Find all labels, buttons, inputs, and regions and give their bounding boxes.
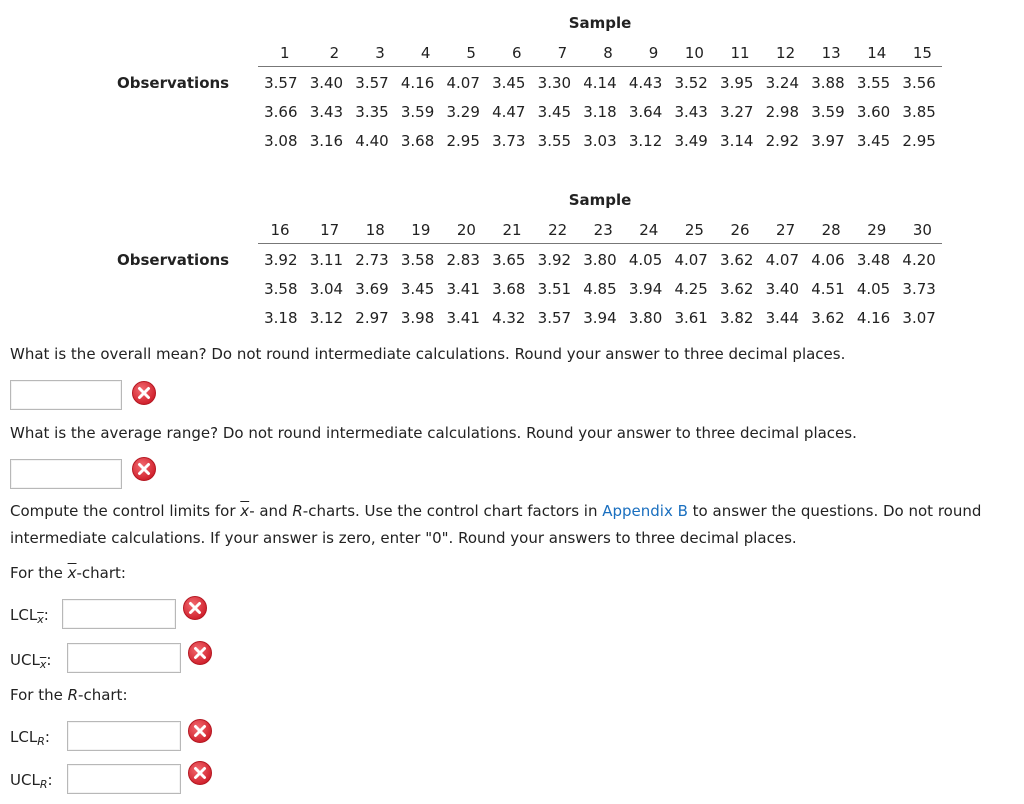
lcl-xbar-input[interactable] [62,599,176,629]
ucl-r-label: $UCL_R$: [10,771,53,791]
table1-cell: 3.55 [537,132,572,150]
lcl-r-input[interactable] [67,721,181,751]
table2-cell: 3.68 [492,280,526,298]
table1-header-cell: 12 [776,44,796,62]
table1-title: Sample [568,14,632,32]
table2-header-cell: 29 [867,221,887,239]
table1-header-cell: 2 [329,44,340,62]
table2-cell: 4.07 [765,251,800,269]
r-symbol: R [292,502,303,520]
table2-title: Sample [568,191,632,209]
table1-cell: 3.03 [583,132,617,150]
table2-row [258,251,942,269]
table2-header-cell: 24 [639,221,659,239]
table2-cell: 3.48 [856,251,891,269]
table2-cell: 3.94 [628,280,663,298]
table2-header-cell: 23 [593,221,613,239]
table2-cell: 2.97 [355,309,389,327]
table2-cell: 3.61 [674,309,708,327]
table2-cell: 3.44 [765,309,800,327]
xbar-chart-heading: For the $\overline{x}$-chart: [10,564,126,582]
x-circle-icon [182,595,208,621]
table2-cell: 4.20 [902,251,936,269]
table1-cell: 3.60 [856,103,891,121]
table1-cell: 3.27 [720,103,754,121]
table1-cell: 3.18 [583,103,617,121]
average-range-input[interactable] [10,459,122,489]
table2-cell: 2.83 [446,251,480,269]
table1-header-cell: 11 [730,44,750,62]
table2-row [258,309,942,327]
table1-cell: 3.68 [400,132,435,150]
table1-header-cell: 14 [867,44,887,62]
table2-cell: 4.07 [674,251,708,269]
table2-cell: 3.58 [400,251,435,269]
table2-cell: 3.07 [902,309,936,327]
table2-cell: 4.05 [628,251,663,269]
table1-cell: 3.95 [720,74,754,92]
table1-header-cell: 3 [375,44,385,62]
table2-header-cell: 21 [502,221,522,239]
table1-cell: 3.88 [811,74,845,92]
table2-cell: 4.85 [583,280,617,298]
table2-cell: 3.62 [720,251,754,269]
table1-cell: 4.16 [400,74,435,92]
table2-cell: 4.05 [856,280,891,298]
table1-cell: 2.92 [765,132,800,150]
table2-row-label: Observations [117,251,230,269]
ucl-r-input[interactable] [67,764,181,794]
table2-header-cell: 19 [411,221,431,239]
r-chart-heading: For the R-chart: [10,686,128,704]
table2-header-cell: 22 [548,221,568,239]
table1-cell: 3.43 [674,103,708,121]
table2-header-cell: 25 [684,221,704,239]
table2-cell: 3.04 [309,280,344,298]
table1-cell: 3.52 [674,74,708,92]
x-circle-icon [187,760,213,786]
table2-cell: 3.82 [720,309,754,327]
x-circle-icon [131,380,157,406]
table2-cell: 4.25 [674,280,708,298]
table1-cell: 3.59 [811,103,845,121]
appendix-b-link[interactable]: Appendix B [602,502,688,520]
table1-header-cell: 15 [912,44,932,62]
table2-cell: 3.92 [537,251,572,269]
question-overall-mean: What is the overall mean? Do not round intermediate calculations. Round your answer to three decimal places. [10,345,846,363]
table1-header-divider [258,66,942,67]
table2-cell: 3.51 [537,280,572,298]
question-average-range: What is the average range? Do not round intermediate calculations. Round your answer to three decimal places. [10,424,857,442]
table2-cell: 4.51 [811,280,845,298]
table1-cell: 3.40 [309,74,344,92]
table2-cell: 4.16 [856,309,891,327]
table1-header-row [258,44,942,62]
table1-header-cell: 9 [648,44,659,62]
table2-header-row [258,221,942,239]
table2-cell: 3.62 [811,309,845,327]
table1-cell: 3.57 [355,74,389,92]
table1-cell: 3.49 [674,132,708,150]
table2-cell: 3.65 [492,251,526,269]
table2-cell: 3.41 [446,280,480,298]
table1-cell: 3.16 [309,132,344,150]
table2-header-cell: 28 [821,221,841,239]
table1-row [258,74,942,92]
table2-header-cell: 18 [365,221,385,239]
table1-cell: 3.30 [537,74,572,92]
x-circle-icon [131,456,157,482]
table1-cell: 3.73 [492,132,526,150]
table1-header-cell: 10 [684,44,704,62]
ucl-xbar-input[interactable] [67,643,181,673]
table1-row [258,132,942,150]
table2-cell: 3.80 [583,251,617,269]
table1-cell: 2.95 [902,132,936,150]
table2-header-cell: 17 [320,221,340,239]
table2-cell: 3.73 [902,280,936,298]
lcl-xbar-label: $LCL_{\overline{x}}$: [10,606,49,626]
table2-cell: 2.73 [355,251,389,269]
table1-cell: 4.47 [492,103,526,121]
table1-cell: 2.98 [765,103,800,121]
table1-cell: 3.66 [264,103,298,121]
table1-cell: 3.85 [902,103,936,121]
table1-header-cell: 6 [512,44,522,62]
lcl-r-label: $LCL_R$: [10,728,50,748]
table1-header-cell: 8 [603,44,613,62]
table1-cell: 3.97 [811,132,845,150]
table1-cell: 3.55 [856,74,891,92]
table2-cell: 3.58 [264,280,298,298]
table2-cell: 3.18 [264,309,298,327]
table2-cell: 3.94 [583,309,617,327]
question-control-limits: Compute the control limits for $\overline{x}-$ and R-charts. Use the control chart factors in Appendix B to answer the questions. Do not round intermediate calculations. If your answer is zero, enter "0". Round your answers to three decimal places. [10,502,982,547]
table2-cell: 3.45 [400,280,435,298]
table2-cell: 4.32 [492,309,526,327]
table1-header-cell: 1 [280,44,290,62]
table2-header-cell: 30 [912,221,932,239]
table1-cell: 3.35 [355,103,389,121]
table2-cell: 3.40 [765,280,800,298]
table2-cell: 3.57 [537,309,572,327]
table1-header-cell: 4 [420,44,431,62]
table1-cell: 4.07 [446,74,480,92]
table2-cell: 3.11 [309,251,344,269]
table1-cell: 3.12 [628,132,663,150]
table2-cell: 3.41 [446,309,480,327]
table2-cell: 3.80 [628,309,663,327]
table1-cell: 4.43 [628,74,663,92]
table1-cell: 3.29 [446,103,480,121]
table1-cell: 3.45 [492,74,526,92]
table1-cell: 3.57 [264,74,298,92]
table1-cell: 3.45 [537,103,572,121]
table2-row [258,280,942,298]
table2-header-divider [258,243,942,244]
table1-cell: 4.14 [583,74,617,92]
table2-header-cell: 27 [776,221,796,239]
table2-header-cell: 16 [270,221,290,239]
table1-header-cell: 7 [557,44,568,62]
table1-cell: 3.56 [902,74,936,92]
table1-row [258,103,942,121]
table1-header-cell: 13 [821,44,841,62]
table1-cell: 3.24 [765,74,800,92]
table1-cell: 2.95 [446,132,480,150]
table1-cell: 3.64 [628,103,663,121]
table2-cell: 3.92 [264,251,298,269]
table1-cell: 4.40 [355,132,389,150]
x-circle-icon [187,718,213,744]
table1-cell: 3.43 [309,103,344,121]
question-control-limits-line2: intermediate calculations. If your answer is zero, enter "0". Round your answers to three decimal places. [10,529,797,547]
table1-cell: 3.08 [264,132,298,150]
table2-header-cell: 26 [730,221,750,239]
table2-cell: 3.12 [309,309,344,327]
table1-header-cell: 5 [466,44,476,62]
table2-header-cell: 20 [456,221,476,239]
overall-mean-input[interactable] [10,380,122,410]
table2-cell: 3.69 [355,280,389,298]
table2-cell: 3.98 [400,309,435,327]
table1-cell: 3.45 [856,132,891,150]
table1-cell: 3.14 [720,132,754,150]
table2-cell: 4.06 [811,251,845,269]
table1-row-label: Observations [117,74,230,92]
x-circle-icon [187,640,213,666]
table1-cell: 3.59 [400,103,435,121]
table2-cell: 3.62 [720,280,754,298]
xbar-symbol: $\overline{x}$ [240,502,250,520]
ucl-xbar-label: $UCL_{\overline{x}}$: [10,651,52,671]
